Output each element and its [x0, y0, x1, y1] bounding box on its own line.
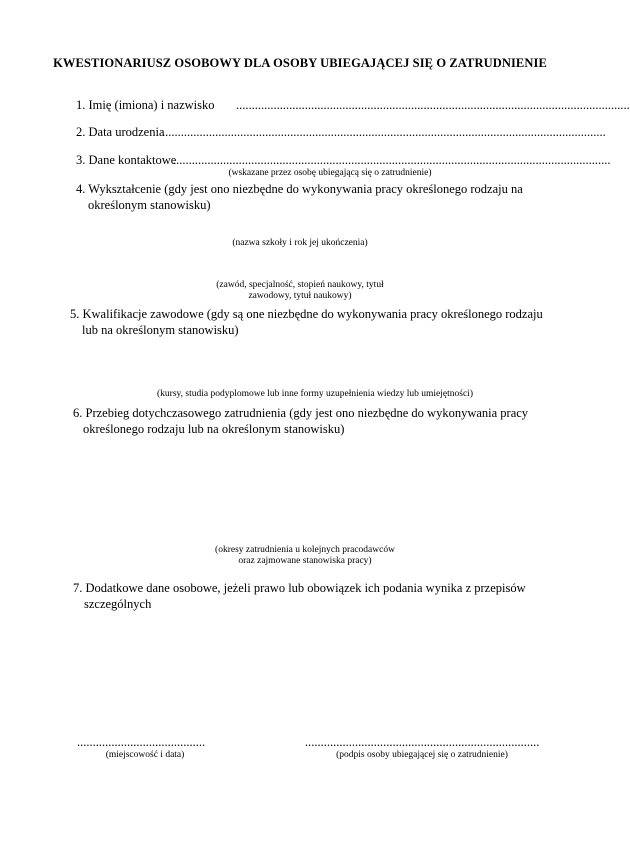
item-education-hint-profession-line1: (zawód, specjalność, stopień naukowy, tytuł — [216, 280, 384, 290]
place-date-field[interactable]: ......................................... — [77, 735, 206, 749]
item-additional-line1: 7. Dodatkowe dane osobowe, jeżeli prawo lub obowiązek ich podania wynika z przepisów — [73, 581, 526, 595]
item-qualifications-label — [70, 306, 546, 322]
item-birthdate-field[interactable]: .............................................................................................................................................. — [162, 125, 606, 139]
item-employment-line1: 6. Przebieg dotychczasowego zatrudnienia (gdy jest ono niezbędne do wykonywania pracy — [73, 406, 529, 420]
form-title: KWESTIONARIUSZ OSOBOWY DLA OSOBY UBIEGAJĄCEJ SIĘ O ZATRUDNIENIE — [53, 56, 547, 70]
item-education-line2: określonym stanowisku) — [88, 198, 211, 212]
item-contact-hint: (wskazane przez osobę ubiegającą się o zatrudnienie) — [228, 168, 432, 178]
item-employment-line2: określonego rodzaju lub na określonym stanowisku) — [83, 422, 345, 436]
item-employment-hint — [185, 545, 425, 567]
item-birthdate-label: 2. Data urodzenia — [76, 125, 165, 139]
item-education-label — [76, 181, 546, 197]
item-qualifications-line1: 5. Kwalifikacje zawodowe (gdy są one niezbędne do wykonywania pracy określonego rodzaju — [70, 307, 543, 321]
item-employment-label — [73, 405, 546, 421]
place-date-hint: (miejscowość i data) — [105, 750, 185, 760]
item-additional-line2: szczególnych — [84, 597, 152, 611]
item-name-field[interactable]: .............................................................................................................................. — [236, 98, 630, 112]
signature-field[interactable]: ........................................................................... — [305, 735, 540, 749]
item-education-hint-school: (nazwa szkoły i rok jej ukończenia) — [232, 238, 368, 248]
item-additional-label — [73, 580, 546, 596]
item-contact-label: 3. Dane kontaktowe — [76, 153, 177, 167]
item-contact-field[interactable]: ............................................................................................................................................ — [173, 153, 611, 167]
item-employment-hint-line1: (okresy zatrudnienia u kolejnych pracodawców — [215, 545, 395, 555]
item-qualifications-line2: lub na określonym stanowisku) — [82, 323, 239, 337]
item-education-hint-profession — [190, 280, 410, 302]
item-education-hint-profession-line2: zawodowy, tytuł naukowy) — [248, 291, 352, 301]
item-education-line1: 4. Wykształcenie (gdy jest ono niezbędne do wykonywania pracy określonego rodzaju na — [76, 182, 523, 196]
signature-hint: (podpis osoby ubiegającej się o zatrudnienie) — [336, 750, 508, 760]
item-name-label: 1. Imię (imiona) i nazwisko — [76, 98, 215, 112]
item-employment-hint-line2: oraz zajmowane stanowiska pracy) — [238, 556, 372, 566]
item-qualifications-hint: (kursy, studia podyplomowe lub inne formy uzupełnienia wiedzy lub umiejętności) — [157, 389, 473, 399]
